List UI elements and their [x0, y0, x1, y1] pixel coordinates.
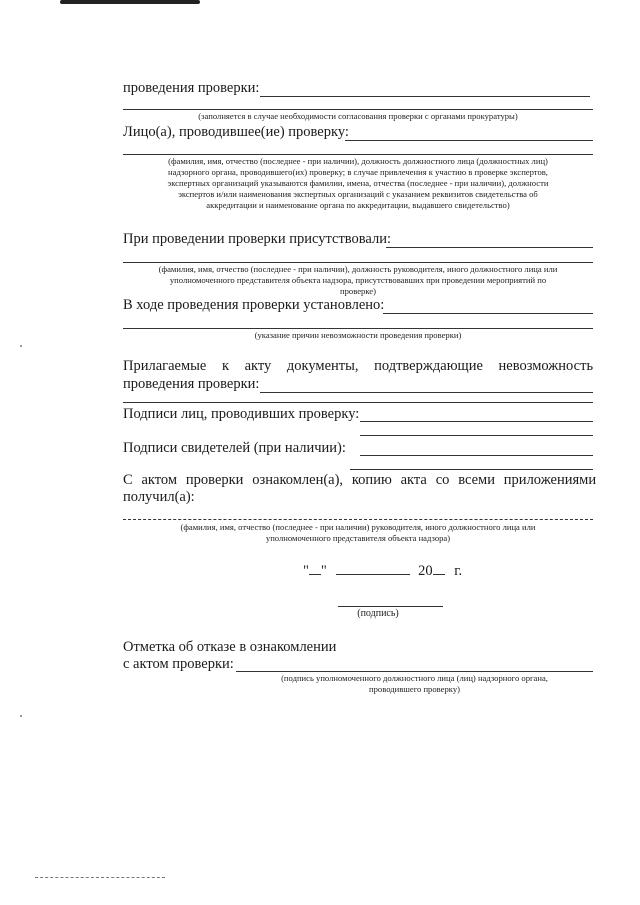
present-note-line: уполномоченного представителя объекта надзора, присутствовавших при проведении мероприятий по: [169, 275, 547, 285]
established-line[interactable]: [383, 313, 593, 314]
refusal-line[interactable]: [236, 671, 593, 672]
date-quote-close: ": [320, 563, 327, 579]
refusal-label-line1: Отметка об отказе в ознакомлении: [123, 639, 337, 655]
signature-witnesses-line[interactable]: [360, 455, 593, 456]
inspectors-note-line: экспертных организаций указываются фамилии, имена, отчества (последнее - при наличии), должности: [167, 178, 549, 188]
word: приложениями: [503, 472, 597, 488]
attached-line[interactable]: [260, 392, 593, 393]
signature-note: (подпись): [357, 608, 399, 619]
inspectors-note-line: надзорного органа, проводившего(их) проверку; в случае привлечения к участию в проверке экспертов,: [168, 167, 548, 177]
inspectors-note: [123, 156, 593, 211]
inspectors-note-line: экспертов и/или наименования экспертных организаций с указанием реквизитов свидетельства об: [178, 189, 538, 199]
scan-artifact-bottom: [35, 877, 165, 878]
refusal-note-line: проводившего проверку): [369, 684, 460, 694]
inspectors-label: Лицо(а), проводившее(ие) проверку:: [123, 124, 349, 140]
present-note-line: проверке): [340, 286, 376, 296]
attached-label-line2: проведения проверки:: [123, 376, 260, 392]
scan-artifact: [60, 0, 200, 4]
established-label: В ходе проведения проверки установлено:: [123, 297, 385, 313]
inspectors-line-2[interactable]: [123, 154, 593, 155]
signature-inspectors-line[interactable]: [360, 421, 593, 422]
established-line-2[interactable]: [123, 328, 593, 329]
word: к: [221, 358, 229, 374]
present-label: При проведении проверки присутствовали:: [123, 231, 392, 247]
date-quote-open: ": [303, 563, 309, 579]
date-line: [303, 563, 462, 580]
word: копию: [351, 472, 392, 488]
word: невозможность: [498, 358, 594, 374]
acquainted-note: [123, 522, 593, 544]
inspectors-note-line: аккредитации и наименование органа по аккредитации, выдавшего свидетельство): [206, 200, 510, 210]
impossibility-note: (указание причин невозможности проведения проверки): [254, 330, 462, 340]
conducting-line-2[interactable]: [123, 109, 593, 110]
word: всеми: [458, 472, 495, 488]
word: актом: [141, 472, 178, 488]
word: подтверждающие: [374, 358, 483, 374]
word: со: [435, 472, 450, 488]
word: Прилагаемые: [123, 358, 207, 374]
scan-artifact-left-2: [20, 715, 22, 717]
prosecutor-note: (заполняется в случае необходимости согласования проверки с органами прокуратуры): [198, 111, 518, 121]
refusal-label-line2: с актом проверки:: [123, 656, 234, 672]
date-day-blank[interactable]: [309, 574, 321, 575]
signatures-inspectors-label: Подписи лиц, проводивших проверку:: [123, 406, 360, 422]
present-line[interactable]: [386, 247, 593, 248]
word: С: [123, 472, 133, 488]
word: акта: [400, 472, 427, 488]
present-note: [123, 264, 593, 297]
conducting-line[interactable]: [260, 96, 590, 97]
present-line-2[interactable]: [123, 262, 593, 263]
date-month-blank[interactable]: [336, 574, 410, 575]
attached-label-line1: [123, 358, 593, 375]
date-year-suffix: г.: [454, 563, 463, 579]
acquainted-line1: [123, 472, 596, 489]
date-year-blank[interactable]: [433, 574, 445, 575]
signatures-witnesses-label: Подписи свидетелей (при наличии):: [123, 440, 346, 456]
acquainted-line[interactable]: [123, 519, 593, 520]
signature-inspectors-line-2[interactable]: [360, 435, 593, 436]
acquainted-note-line: уполномоченного представителя объекта надзора): [265, 533, 451, 543]
date-year-prefix: 20: [418, 563, 433, 579]
present-note-line: (фамилия, имя, отчество (последнее - при наличии), должность руководителя, иного должностного лица или: [158, 264, 558, 274]
acquainted-note-line: (фамилия, имя, отчество (последнее - при наличии) руководителя, иного должностного лица или: [180, 522, 536, 532]
signature-line[interactable]: [338, 606, 443, 607]
inspectors-note-line: (фамилия, имя, отчество (последнее - при наличии), должность должностного лица (должностных лиц): [168, 156, 548, 166]
acquainted-line2: получил(а):: [123, 489, 195, 505]
word: акту: [244, 358, 272, 374]
word: ознакомлен(а),: [252, 472, 344, 488]
word: проверки: [185, 472, 244, 488]
refusal-note-line: (подпись уполномоченного должностного лица (лиц) надзорного органа,: [281, 673, 548, 683]
signature-witnesses-line-2[interactable]: [350, 469, 593, 470]
attached-line-2[interactable]: [123, 402, 593, 403]
inspectors-line[interactable]: [345, 140, 593, 141]
scan-artifact-left: [20, 345, 22, 347]
word: документы,: [286, 358, 359, 374]
refusal-note: [236, 673, 593, 695]
conducting-label: проведения проверки:: [123, 80, 260, 96]
